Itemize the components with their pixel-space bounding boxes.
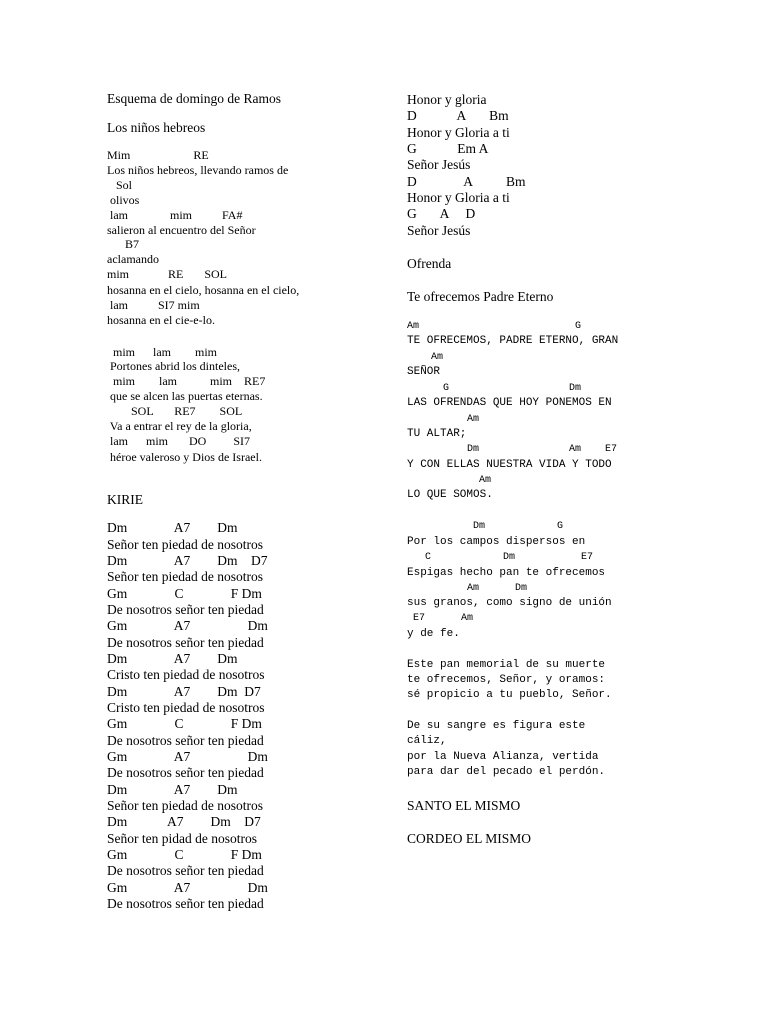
lyric-line: para dar del pecado el perdón. — [407, 766, 606, 778]
lyric-line: hosanna en el cie-e-lo. — [107, 313, 215, 327]
chord-line: Mim RE — [107, 148, 209, 162]
lyric-line: Cristo ten piedad de nosotros — [107, 667, 265, 682]
lyric-line: aclamando — [107, 252, 159, 266]
chord-line: Dm Am E7 — [407, 444, 618, 455]
chord-line: mim lam mim RE7 — [107, 374, 266, 388]
lyric-line: Señor ten pidad de nosotros — [107, 831, 257, 846]
lyric-line: sé propicio a tu pueblo, Señor. — [407, 689, 612, 701]
chord-line: Gm C F Dm — [107, 716, 262, 731]
chord-line: Gm A7 Dm — [107, 749, 268, 764]
chord-line: Dm A7 Dm — [107, 782, 238, 797]
chord-line: lam SI7 mim — [107, 298, 200, 312]
lyric-line: Los niños hebreos, llevando ramos de — [107, 163, 289, 177]
lyric-line: Honor y gloria — [407, 92, 487, 107]
chord-line: G A D — [407, 206, 476, 221]
chord-line: SOL RE7 SOL — [107, 404, 243, 418]
lyric-line: TE OFRECEMOS, PADRE ETERNO, GRAN — [407, 335, 619, 347]
lyric-line: LO QUE SOMOS. — [407, 489, 493, 501]
chord-line: G Dm — [407, 383, 582, 394]
section-title-kirie: KIRIE — [107, 492, 143, 507]
chord-line: Am — [407, 352, 444, 363]
song-title-te-ofrecemos: Te ofrecemos Padre Eterno — [407, 289, 554, 304]
section-title-santo: SANTO EL MISMO — [407, 798, 521, 813]
lyric-line: y de fe. — [407, 628, 460, 640]
section-title-cordero: CORDEO EL MISMO — [407, 831, 532, 846]
lyric-line: Honor y Gloria a ti — [407, 190, 510, 205]
lyric-line: hosanna en el cielo, hosanna en el cielo, — [107, 283, 300, 297]
chord-line: Gm C F Dm — [107, 586, 262, 601]
chord-line: Am — [407, 475, 492, 486]
lyric-line: por la Nueva Alianza, vertida — [407, 751, 599, 763]
chord-line: mim RE SOL — [107, 267, 228, 281]
chord-line: Gm A7 Dm — [107, 618, 268, 633]
lyric-line: TU ALTAR; — [407, 428, 467, 440]
page-title: Esquema de domingo de Ramos — [107, 91, 281, 106]
chord-line: lam mim DO SI7 — [107, 434, 250, 448]
chord-line: Dm A7 Dm — [107, 520, 238, 535]
song-title-ninos-hebreos: Los niños hebreos — [107, 120, 206, 135]
lyric-line: Este pan memorial de su muerte — [407, 659, 606, 671]
lyric-line: De nosotros señor ten piedad — [107, 635, 264, 650]
lyric-line: héroe valeroso y Dios de Israel. — [107, 450, 262, 464]
chord-line: D A Bm — [407, 174, 526, 189]
lyric-line: sus granos, como signo de unión — [407, 597, 612, 609]
lyric-line: Portones abrid los dinteles, — [107, 359, 240, 373]
chord-line: Dm A7 Dm D7 — [107, 553, 268, 568]
lyric-line: SEÑOR — [407, 366, 441, 378]
lyric-line: De nosotros señor ten piedad — [107, 733, 264, 748]
lyric-line: De nosotros señor ten piedad — [107, 863, 264, 878]
lyric-line: te ofrecemos, Señor, y oramos: — [407, 674, 606, 686]
lyric-line: De nosotros señor ten piedad — [107, 896, 264, 911]
chord-line: D A Bm — [407, 108, 509, 123]
lyric-line: Señor ten piedad de nosotros — [107, 798, 263, 813]
chord-line: Dm G — [407, 521, 564, 532]
chord-line: Am — [407, 414, 480, 425]
chord-line: Am Dm — [407, 583, 528, 594]
lyric-line: Señor ten piedad de nosotros — [107, 537, 263, 552]
lyric-line: que se alcen las puertas eternas. — [107, 389, 263, 403]
chord-line: Gm C F Dm — [107, 847, 262, 862]
lyric-line: Señor Jesús — [407, 223, 471, 238]
lyric-line: Va a entrar el rey de la gloria, — [107, 419, 252, 433]
lyric-line: Espigas hecho pan te ofrecemos — [407, 567, 606, 579]
chord-line: G Em A — [407, 141, 489, 156]
lyric-line: Por los campos dispersos en — [407, 536, 586, 548]
chord-line: Am G — [407, 321, 582, 332]
lyric-line: LAS OFRENDAS QUE HOY PONEMOS EN — [407, 397, 612, 409]
section-title-ofrenda: Ofrenda — [407, 256, 452, 271]
lyric-line: Señor Jesús — [407, 157, 471, 172]
chord-line: Dm A7 Dm D7 — [107, 684, 261, 699]
lyric-line: Honor y Gloria a ti — [407, 125, 510, 140]
chord-line: C Dm E7 — [407, 552, 594, 563]
lyric-line: Y CON ELLAS NUESTRA VIDA Y TODO — [407, 459, 612, 471]
chord-line: mim lam mim — [107, 345, 217, 359]
lyric-line: De nosotros señor ten piedad — [107, 765, 264, 780]
lyric-line: Cristo ten piedad de nosotros — [107, 700, 265, 715]
lyric-line: De nosotros señor ten piedad — [107, 602, 264, 617]
chord-line: Dm A7 Dm — [107, 651, 238, 666]
chord-line: Sol — [107, 178, 133, 192]
chord-line: Dm A7 Dm D7 — [107, 814, 261, 829]
lyric-line: olivos — [107, 193, 140, 207]
chord-line: lam mim FA# — [107, 208, 243, 222]
lyric-line: salieron al encuentro del Señor — [107, 223, 256, 237]
chord-line: B7 — [107, 237, 140, 251]
lyric-line: cáliz, — [407, 735, 447, 747]
chord-line: E7 Am — [407, 613, 474, 624]
lyric-line: De su sangre es figura este — [407, 720, 586, 732]
chord-line: Gm A7 Dm — [107, 880, 268, 895]
lyric-line: Señor ten piedad de nosotros — [107, 569, 263, 584]
